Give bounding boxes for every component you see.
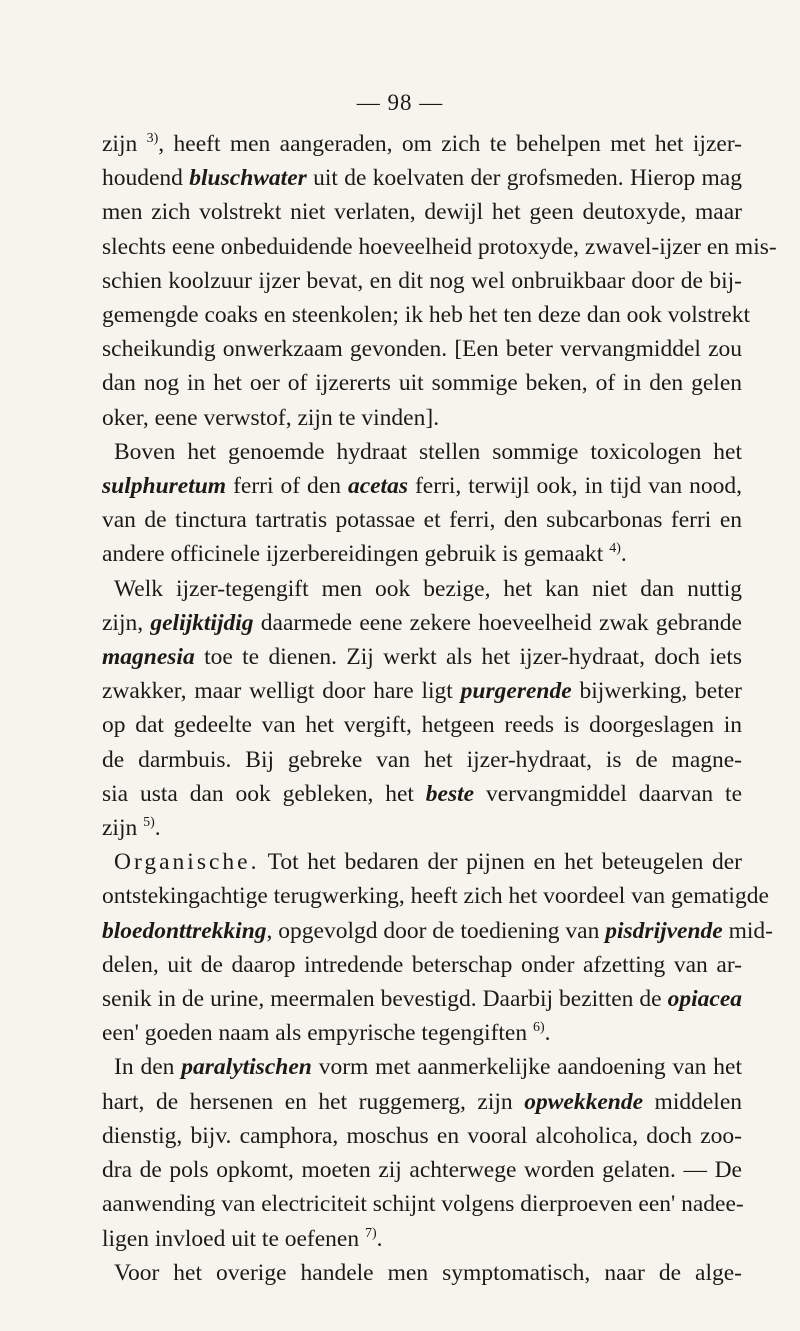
text-fragment: slechts eene onbeduidende hoeveelheid protoxyde, zwavel-ijzer en mis-: [102, 233, 777, 260]
italic-term: bluschwater: [189, 165, 307, 192]
text-fragment: daarmede eene zekere hoeveelheid zwak gebrande: [253, 609, 742, 636]
italic-term: gelijktijdig: [150, 609, 254, 636]
footnote-ref: 7): [365, 1225, 377, 1241]
text-fragment: vervangmiddel daarvan te: [474, 780, 742, 807]
text-fragment: .: [376, 1225, 383, 1252]
text-fragment: vorm met aanmerkelijke aandoening van het: [311, 1054, 742, 1081]
spaced-heading: Organische.: [114, 849, 260, 876]
text-fragment: uit de koelvaten der grofsmeden. Hierop mag: [306, 165, 742, 192]
text-line: [102, 743, 742, 777]
text-fragment: Tot het bedaren der pijnen en het beteugelen der: [259, 849, 742, 876]
text-line: [102, 264, 742, 298]
italic-term: purgerende: [460, 678, 572, 705]
text-line: [102, 572, 742, 606]
text-fragment: mid-: [722, 917, 774, 944]
text-fragment: scheikundig onwerkzaam gevonden. [Een beter vervangmiddel zou: [102, 336, 742, 363]
text-fragment: Voor het overige handele men symptomatisch, naar de alge-: [114, 1259, 742, 1286]
text-line: [102, 879, 769, 913]
text-fragment: ferri of den: [226, 473, 348, 500]
text-fragment: .: [620, 541, 627, 568]
text-fragment: , opgevolgd door de toediening van: [266, 917, 606, 944]
italic-term: opwekkende: [524, 1088, 644, 1115]
text-fragment: middelen: [643, 1088, 742, 1115]
text-fragment: oker, eene verwstof, zijn te vinden].: [102, 404, 440, 431]
text-fragment: delen, uit de daarop intredende beterschap onder afzetting van ar-: [102, 951, 742, 978]
italic-term: magnesia: [102, 644, 195, 671]
italic-term: pisdrijvende: [605, 917, 723, 944]
italic-term: sulphuretum: [102, 473, 227, 500]
text-line: [102, 777, 742, 811]
text-line: [102, 982, 742, 1016]
text-line: [102, 948, 742, 982]
italic-term: acetas: [347, 473, 408, 500]
text-fragment: Welk ijzer-tegengift men ook bezige, het kan niet dan nuttig: [114, 575, 742, 602]
text-line: [102, 845, 742, 879]
text-line: [102, 606, 742, 640]
text-fragment: ferri, terwijl ook, in tijd van nood,: [407, 473, 742, 500]
text-fragment: zijn: [102, 131, 147, 157]
text-line: [102, 1119, 742, 1153]
italic-term: bloedonttrekking: [102, 917, 267, 944]
text-line: [102, 195, 742, 229]
text-fragment: In den: [114, 1054, 182, 1081]
text-line: [102, 127, 742, 161]
text-line: [102, 1222, 742, 1256]
text-fragment: .: [544, 1020, 551, 1047]
text-fragment: een' goeden naam als empyrische tegengiften: [102, 1020, 533, 1047]
text-line: [102, 537, 742, 571]
text-fragment: de darmbuis. Bij gebreke van het ijzer-hydraat, is de magne-: [102, 746, 742, 773]
text-fragment: hart, de hersenen en het ruggemerg, zijn: [102, 1088, 525, 1115]
text-fragment: dra de pols opkomt, moeten zij achterwege worden gelaten. — De: [102, 1157, 742, 1184]
text-fragment: ligen invloed uit te oefenen: [102, 1225, 365, 1252]
text-fragment: Boven het genoemde hydraat stellen sommige toxicologen het: [114, 438, 742, 465]
text-line: [102, 332, 742, 366]
text-line: [102, 435, 742, 469]
text-line: [102, 708, 742, 742]
text-line: [102, 1016, 742, 1050]
body-text: [102, 127, 777, 1290]
text-line: [102, 914, 774, 948]
text-fragment: zwakker, maar welligt door hare ligt: [102, 678, 461, 705]
text-fragment: andere officinele ijzerbereidingen gebruik is gemaakt: [102, 541, 610, 568]
text-line: [102, 1085, 742, 1119]
footnote-ref: 3): [146, 131, 159, 147]
text-fragment: zijn: [102, 815, 144, 842]
text-line: [102, 503, 742, 537]
text-fragment: aanwending van electriciteit schijnt volgens dierproeven een' nadee-: [102, 1191, 744, 1218]
text-line: [102, 1153, 742, 1187]
text-fragment: gemengde coaks en steenkolen; ik heb het ten deze dan ook volstrekt: [102, 302, 750, 329]
text-line: [102, 161, 742, 195]
text-line: [102, 366, 742, 400]
italic-term: opiacea: [667, 986, 742, 1013]
text-line: [102, 1256, 742, 1290]
text-line: [102, 674, 742, 708]
text-fragment: ontstekingachtige terugwerking, heeft zich het voordeel van gematigde: [102, 883, 769, 910]
text-line: [102, 401, 742, 435]
text-line: [102, 230, 777, 264]
text-line: [102, 469, 742, 503]
italic-term: paralytischen: [181, 1054, 312, 1081]
italic-term: beste: [425, 780, 475, 807]
footnote-ref: 5): [143, 815, 155, 831]
text-line: [102, 640, 742, 674]
page-number: — 98 —: [356, 90, 444, 115]
text-fragment: van de tinctura tartratis potassae et ferri, den subcarbonas ferri en: [102, 507, 742, 534]
text-fragment: op dat gedeelte van het vergift, hetgeen reeds is doorgeslagen in: [102, 712, 742, 739]
footnote-ref: 6): [532, 1020, 545, 1036]
text-fragment: men zich volstrekt niet verlaten, dewijl het geen deutoxyde, maar: [102, 199, 742, 226]
text-fragment: zijn,: [102, 609, 151, 636]
text-fragment: .: [154, 815, 161, 842]
text-fragment: senik in de urine, meermalen bevestigd. Daarbij bezitten de: [102, 986, 668, 1013]
text-fragment: , heeft men aangeraden, om zich te behelpen met het ijzer-: [158, 131, 742, 157]
footnote-ref: 4): [609, 541, 621, 557]
text-line: [102, 298, 750, 332]
text-fragment: bijwerking, beter: [571, 678, 742, 705]
text-line: [102, 1187, 742, 1221]
text-fragment: dan nog in het oer of ijzererts uit sommige beken, of in den gelen: [102, 370, 742, 397]
text-fragment: houdend: [102, 165, 190, 192]
text-fragment: schien koolzuur ijzer bevat, en dit nog wel onbruikbaar door de bij-: [102, 267, 742, 294]
text-line: [102, 1050, 742, 1084]
text-line: [102, 811, 742, 845]
text-fragment: toe te dienen. Zij werkt als het ijzer-hydraat, doch iets: [194, 644, 742, 671]
text-fragment: dienstig, bijv. camphora, moschus en vooral alcoholica, doch zoo-: [102, 1122, 742, 1149]
text-fragment: sia usta dan ook gebleken, het: [102, 780, 426, 807]
